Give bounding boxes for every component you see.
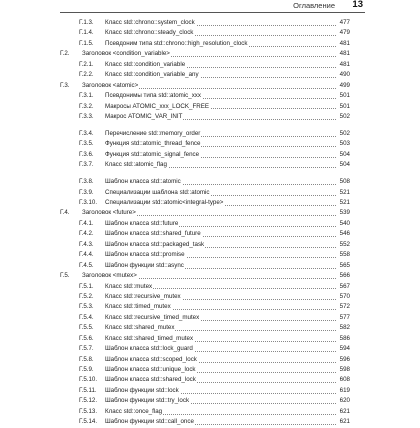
toc-entry-page: 502 [336, 112, 350, 122]
toc-subsection-entry[interactable] [60, 139, 350, 149]
toc-entry-title: Класс std::condition_variable_any [105, 70, 200, 80]
toc-entry-title: Класс std::shared_timed_mutex [105, 334, 194, 344]
toc-entry-number: Г.5.3. [79, 302, 95, 312]
toc-subsection-entry[interactable] [60, 313, 350, 323]
toc-entry-number: Г.3.4. [79, 129, 95, 139]
toc-entry-title: Класс std::timed_mutex [105, 302, 172, 312]
toc-entry-title: Класс std::recursive_timed_mutex [105, 313, 200, 323]
toc-section-entry[interactable] [60, 81, 350, 91]
toc-entry-number: Г.4.1. [79, 219, 95, 229]
toc-subsection-entry[interactable] [60, 188, 350, 198]
toc-entry-page: 566 [336, 271, 350, 281]
toc-entry-number: Г.3.1. [79, 91, 95, 101]
toc-subsection-entry[interactable] [60, 150, 350, 160]
toc-entry-number: Г.3.6. [79, 150, 95, 160]
toc-entry-number: Г.5.1. [79, 282, 95, 292]
toc-entry-number: Г.1.5. [79, 39, 95, 49]
toc-entry-title: Класс std::recursive_mutex [105, 292, 182, 302]
toc-entry-number: Г.2.1. [79, 60, 95, 70]
toc-entry-page: 608 [336, 375, 350, 385]
toc-entry-title: Специализации шаблона std::atomic [105, 188, 211, 198]
toc-entry-number: Г.4.5. [79, 261, 95, 271]
toc-entry-page: 539 [336, 208, 350, 218]
toc-subsection-entry[interactable] [60, 91, 350, 101]
toc-entry-page: 619 [336, 386, 350, 396]
toc-entry-page: 621 [336, 407, 350, 417]
toc-entry-title: Перечисление std::memory_order [105, 129, 201, 139]
toc-entry-page: 501 [336, 102, 350, 112]
toc-subsection-entry[interactable] [60, 102, 350, 112]
toc-entry-page: 570 [336, 292, 350, 302]
toc-entry-page: 565 [336, 261, 350, 271]
toc-subsection-entry[interactable] [60, 198, 350, 208]
toc-entry-number: Г.3. [60, 81, 70, 91]
table-of-contents [60, 18, 350, 428]
toc-entry-number: Г.2.2. [79, 70, 95, 80]
toc-entry-title: Шаблон функции std::async [105, 261, 185, 271]
toc-entry-page: 596 [336, 355, 350, 365]
toc-entry-title: Заголовок <atomic> [82, 81, 139, 91]
toc-subsection-entry[interactable] [60, 344, 350, 354]
toc-entry-number: Г.2. [60, 49, 70, 59]
toc-subsection-entry[interactable] [60, 70, 350, 80]
toc-entry-page: 504 [336, 160, 350, 170]
toc-entry-page: 481 [336, 39, 350, 49]
toc-subsection-entry[interactable] [60, 396, 350, 406]
toc-subsection-entry[interactable] [60, 240, 350, 250]
toc-entry-page: 502 [336, 129, 350, 139]
toc-entry-title: Макросы ATOMIC_xxx_LOCK_FREE [105, 102, 210, 112]
toc-entry-number: Г.5.5. [79, 323, 95, 333]
toc-entry-title: Класс std::chrono::system_clock [105, 18, 196, 28]
toc-entry-page: 567 [336, 282, 350, 292]
toc-entry-title: Шаблон класса std::atomic [105, 177, 182, 187]
toc-entry-number: Г.5.11. [79, 386, 98, 396]
toc-section-entry[interactable] [60, 208, 350, 218]
toc-entry-title: Заголовок <condition_variable> [82, 49, 171, 59]
toc-entry-page: 521 [336, 188, 350, 198]
toc-entry-title: Шаблон класса std::lock_guard [105, 344, 194, 354]
toc-entry-number: Г.1.3. [79, 18, 95, 28]
toc-entry-page: 577 [336, 313, 350, 323]
toc-entry-title: Заголовок <mutex> [82, 271, 138, 281]
toc-entry-page: 477 [336, 18, 350, 28]
toc-entry-title: Макрос ATOMIC_VAR_INIT [105, 112, 183, 122]
toc-entry-page: 499 [336, 81, 350, 91]
toc-entry-number: Г.5.10. [79, 375, 98, 385]
toc-entry-number: Г.5.2. [79, 292, 95, 302]
toc-entry-title: Класс std::shared_mutex [105, 323, 175, 333]
toc-entry-number: Г.3.3. [79, 112, 95, 122]
toc-subsection-entry[interactable] [60, 386, 350, 396]
toc-entry-number: Г.5.12. [79, 396, 98, 406]
toc-entry-title: Шаблон класса std::packaged_task [105, 240, 205, 250]
toc-subsection-entry[interactable] [60, 407, 350, 417]
toc-entry-page: 558 [336, 250, 350, 260]
toc-entry-title: Класс std::atomic_flag [105, 160, 168, 170]
toc-entry-number: Г.3.10. [79, 198, 98, 208]
toc-entry-page: 481 [336, 60, 350, 70]
toc-entry-page: 490 [336, 70, 350, 80]
toc-entry-number: Г.4.3. [79, 240, 95, 250]
toc-entry-title: Псевдоним типа std::chrono::high_resolution_clock [105, 39, 248, 49]
toc-entry-page: 501 [336, 91, 350, 101]
toc-entry-title: Класс std::once_flag [105, 407, 163, 417]
toc-entry-title: Функция std::atomic_thread_fence [105, 139, 201, 149]
toc-subsection-entry[interactable] [60, 18, 350, 28]
toc-entry-title: Псевдонимы типа std::atomic_xxx [105, 91, 202, 101]
toc-entry-page: 582 [336, 323, 350, 333]
toc-entry-title: Шаблон класса std::shared_future [105, 229, 202, 239]
toc-entry-title: Класс std::mutex [105, 282, 153, 292]
toc-subsection-entry[interactable] [60, 292, 350, 302]
toc-entry-number: Г.3.5. [79, 139, 95, 149]
toc-entry-number: Г.4.2. [79, 229, 95, 239]
toc-entry-number: Г.5.4. [79, 313, 95, 323]
toc-subsection-entry[interactable] [60, 60, 350, 70]
toc-entry-number: Г.4.4. [79, 250, 95, 260]
toc-entry-number: Г.5.8. [79, 355, 95, 365]
toc-entry-number: Г.5. [60, 271, 70, 281]
toc-subsection-entry[interactable] [60, 39, 350, 49]
toc-subsection-entry[interactable] [60, 261, 350, 271]
toc-entry-title: Класс std::condition_variable [105, 60, 186, 70]
toc-subsection-entry[interactable] [60, 355, 350, 365]
toc-entry-title: Шаблон функции std::call_once [105, 417, 195, 427]
toc-entry-title: Шаблон функции std::try_lock [105, 396, 190, 406]
toc-entry-page: 508 [336, 177, 350, 187]
toc-entry-title: Заголовок <future> [82, 208, 137, 218]
toc-entry-page: 521 [336, 198, 350, 208]
toc-subsection-entry[interactable] [60, 112, 350, 122]
toc-entry-number: Г.3.2. [79, 102, 95, 112]
toc-entry-title: Шаблон класса std::unique_lock [105, 365, 197, 375]
toc-subsection-entry[interactable] [60, 334, 350, 344]
toc-entry-page: 481 [336, 49, 350, 59]
toc-entry-page: 503 [336, 139, 350, 149]
toc-entry-page: 504 [336, 150, 350, 160]
toc-entry-page: 621 [336, 417, 350, 427]
toc-subsection-entry[interactable] [60, 375, 350, 385]
toc-subsection-entry[interactable] [60, 323, 350, 333]
toc-subsection-entry[interactable] [60, 129, 350, 139]
toc-entry-page: 586 [336, 334, 350, 344]
toc-entry-title: Шаблон класса std::future [105, 219, 179, 229]
toc-entry-page: 598 [336, 365, 350, 375]
toc-subsection-entry[interactable] [60, 219, 350, 229]
toc-entry-title: Класс std::chrono::steady_clock [105, 28, 194, 38]
toc-entry-number: Г.3.7. [79, 160, 95, 170]
toc-subsection-entry[interactable] [60, 177, 350, 187]
toc-section-entry[interactable] [60, 49, 350, 59]
toc-entry-number: Г.3.8. [79, 177, 95, 187]
toc-entry-page: 620 [336, 396, 350, 406]
toc-entry-number: Г.1.4. [79, 28, 95, 38]
toc-entry-number: Г.3.9. [79, 188, 95, 198]
toc-entry-title: Специализации std::atomic<integral-type> [105, 198, 224, 208]
toc-entry-page: 594 [336, 344, 350, 354]
toc-entry-page: 552 [336, 240, 350, 250]
toc-entry-title: Шаблон класса std::scoped_lock [105, 355, 198, 365]
toc-subsection-entry[interactable] [60, 302, 350, 312]
toc-subsection-entry[interactable] [60, 417, 350, 427]
toc-subsection-entry[interactable] [60, 282, 350, 292]
toc-entry-number: Г.5.6. [79, 334, 95, 344]
toc-entry-page: 546 [336, 229, 350, 239]
toc-entry-number: Г.5.9. [79, 365, 95, 375]
page-number: 13 [352, 0, 363, 10]
toc-entry-number: Г.5.13. [79, 407, 98, 417]
toc-subsection-entry[interactable] [60, 28, 350, 38]
toc-subsection-entry[interactable] [60, 250, 350, 260]
toc-section-entry[interactable] [60, 271, 350, 281]
toc-entry-title: Функция std::atomic_signal_fence [105, 150, 200, 160]
toc-entry-number: Г.5.7. [79, 344, 95, 354]
toc-entry-page: 540 [336, 219, 350, 229]
toc-subsection-entry[interactable] [60, 365, 350, 375]
running-header-title: Оглавление [293, 1, 335, 10]
toc-entry-title: Шаблон класса std::promise [105, 250, 186, 260]
toc-entry-number: Г.4. [60, 208, 70, 218]
toc-entry-page: 572 [336, 302, 350, 312]
toc-entry-title: Шаблон класса std::shared_lock [105, 375, 197, 385]
toc-entry-title: Шаблон функции std::lock [105, 386, 180, 396]
toc-entry-number: Г.5.14. [79, 417, 98, 427]
toc-subsection-entry[interactable] [60, 160, 350, 170]
toc-subsection-entry[interactable] [60, 229, 350, 239]
toc-entry-page: 479 [336, 28, 350, 38]
running-header [60, 0, 365, 13]
